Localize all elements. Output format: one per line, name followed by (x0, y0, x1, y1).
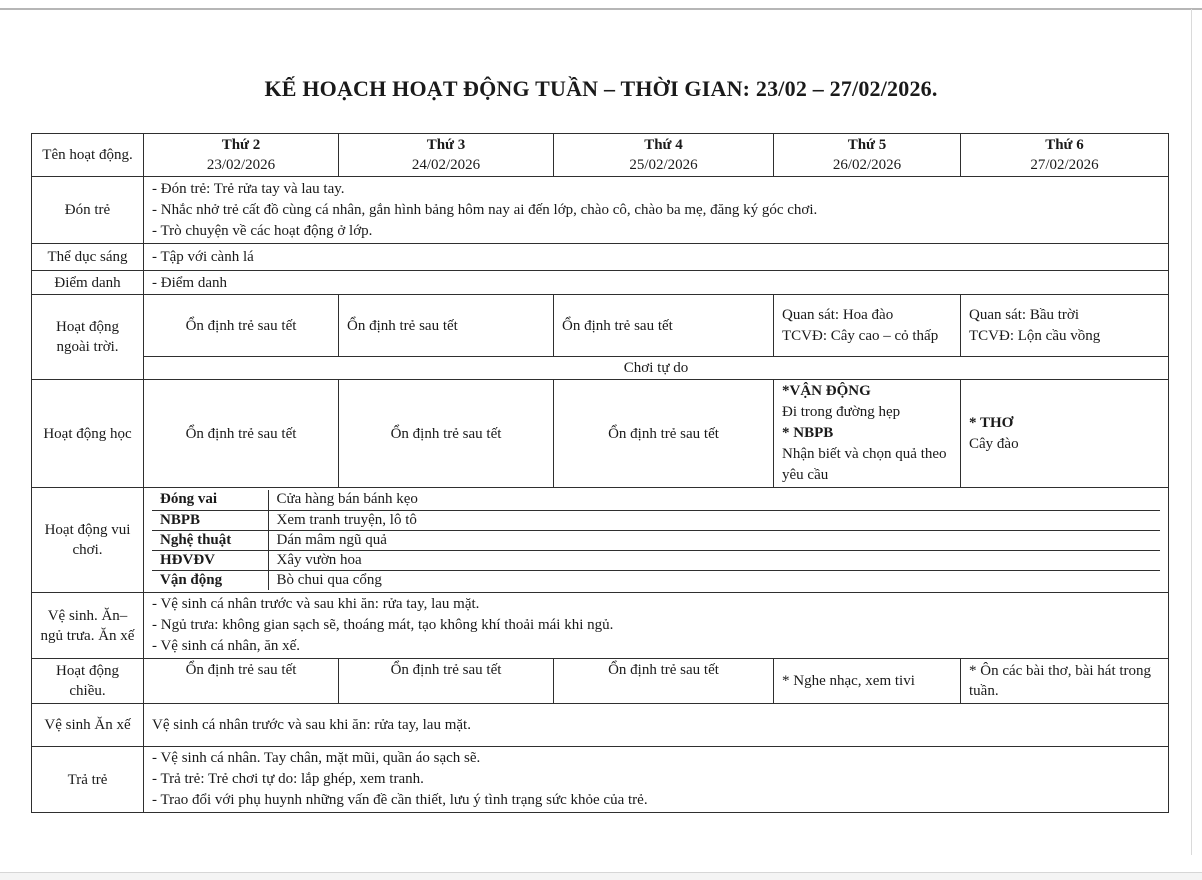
cell-chieu-fri: * Ôn các bài thơ, bài hát trong tuần. (961, 659, 1169, 704)
row-label-the-duc-sang: Thể dục sáng (32, 244, 144, 271)
header-day-mon (144, 134, 339, 177)
cell-ngoai-troi-thu (774, 295, 961, 357)
sub-content: Xây vườn hoa (268, 550, 1160, 570)
text-line: - Trao đổi với phụ huynh những vấn đề cần thiết, lưu ý tình trạng sức khỏe của trẻ. (152, 792, 648, 808)
text-line: Quan sát: Hoa đào (782, 306, 894, 323)
row-label-ve-sinh-an-xe: Vệ sinh Ăn xế (32, 704, 144, 747)
scan-bottom-strip (0, 872, 1202, 880)
cell-hoc-thu (774, 380, 961, 488)
day-date: 25/02/2026 (629, 157, 698, 173)
cell-don-tre-content (144, 177, 1169, 244)
sub-content: Dán mâm ngũ quả (268, 530, 1160, 550)
day-name: Thứ 4 (644, 137, 683, 153)
cell-hoc-mon: Ổn định trẻ sau tết (144, 380, 339, 488)
text-line: TCVĐ: Cây cao – cỏ thấp (782, 327, 939, 344)
text-line: - Trò chuyện về các hoạt động ở lớp. (152, 222, 373, 239)
text-line: - Ngủ trưa: không gian sạch sẽ, thoáng mát, tạo không khí thoải mái khi ngủ. (152, 617, 614, 633)
text-line: * THƠ (969, 414, 1014, 431)
sub-label: Nghệ thuật (152, 530, 268, 550)
sub-row-van-dong (152, 570, 1160, 590)
sub-label: HĐVĐV (152, 550, 268, 570)
sub-row-nbpb (152, 510, 1160, 530)
text-line: - Đón trẻ: Trẻ rửa tay và lau tay. (152, 180, 345, 197)
row-label-hoc: Hoạt động học (32, 380, 144, 488)
row-chieu (32, 659, 1169, 704)
row-ve-sinh-an-ngu (32, 593, 1169, 659)
cell-hoc-tue: Ổn định trẻ sau tết (339, 380, 554, 488)
row-label-tra-tre: Trả trẻ (32, 747, 144, 813)
text-line: Quan sát: Bầu trời (969, 306, 1079, 323)
cell-the-duc-sang-content: - Tập với cành lá (144, 244, 1169, 271)
row-don-tre (32, 177, 1169, 244)
row-ve-sinh-an-xe (32, 704, 1169, 747)
sub-content: Cửa hàng bán bánh kẹo (268, 490, 1160, 510)
cell-hoc-fri (961, 380, 1169, 488)
day-date: 24/02/2026 (411, 157, 481, 173)
row-label-diem-danh: Điểm danh (32, 271, 144, 295)
cell-chieu-wed: Ổn định trẻ sau tết (554, 659, 774, 704)
day-name: Thứ 5 (847, 137, 887, 153)
row-diem-danh (32, 271, 1169, 295)
cell-tra-tre-content (144, 747, 1169, 813)
sub-content: Bò chui qua cổng (276, 571, 382, 588)
document-title: KẾ HOẠCH HOẠT ĐỘNG TUẦN – THỜI GIAN: 23/02 – 27/02/2026. (264, 76, 938, 101)
header-activity-name: Tên hoạt động. (32, 134, 144, 177)
header-day-fri (961, 134, 1169, 177)
text-line: TCVĐ: Lộn cầu vồng (969, 327, 1101, 344)
header-day-tue (339, 134, 554, 177)
sub-row-nghe-thuat (152, 530, 1160, 550)
text-line: - Vệ sinh cá nhân trước và sau khi ăn: rửa tay, lau mặt. (152, 596, 480, 612)
cell-vui-choi-subtable (144, 488, 1169, 593)
header-row (32, 134, 1169, 177)
day-date: 26/02/2026 (832, 157, 902, 173)
text-line: Đi trong đường hẹp (782, 404, 901, 420)
vui-choi-sub-table (152, 490, 1160, 590)
header-day-thu (774, 134, 961, 177)
text-line: * NBPB (782, 425, 834, 441)
sub-label: Vận động (152, 570, 268, 590)
row-ngoai-troi (32, 295, 1169, 357)
text-line: - Trả trẻ: Trẻ chơi tự do: lắp ghép, xem tranh. (152, 771, 424, 787)
header-day-wed (554, 134, 774, 177)
sub-row-hdvdv (152, 550, 1160, 570)
row-label-ve-sinh-an-ngu: Vệ sinh. Ăn– ngủ trưa. Ăn xế (32, 593, 144, 659)
scan-right-edge (1191, 9, 1192, 855)
row-vui-choi (32, 488, 1169, 593)
day-name: Thứ 6 (1045, 137, 1084, 153)
row-tra-tre (32, 747, 1169, 813)
row-hoc (32, 380, 1169, 488)
text-line: - Vệ sinh cá nhân. Tay chân, mặt mũi, quần áo sạch sẽ. (152, 750, 481, 766)
cell-ve-sinh-an-xe-content: Vệ sinh cá nhân trước và sau khi ăn: rửa tay, lau mặt. (144, 704, 1169, 747)
cell-ngoai-troi-fri (961, 295, 1169, 357)
cell-ngoai-troi-wed: Ổn định trẻ sau tết (554, 295, 774, 357)
row-choi-tu-do (32, 357, 1169, 380)
text-line: Cây đào (969, 435, 1019, 452)
cell-chieu-mon: Ổn định trẻ sau tết (144, 659, 339, 704)
cell-diem-danh-content: - Điểm danh (144, 271, 1169, 295)
day-name: Thứ 3 (426, 137, 466, 153)
text-line: - Vệ sinh cá nhân, ăn xế. (152, 638, 301, 654)
cell-chieu-thu: * Nghe nhạc, xem tivi (774, 659, 961, 704)
cell-ve-sinh-an-ngu-content (144, 593, 1169, 659)
sub-label: NBPB (152, 510, 268, 530)
day-date: 23/02/2026 (206, 157, 276, 173)
day-name: Thứ 2 (221, 137, 261, 153)
cell-ngoai-troi-tue: Ổn định trẻ sau tết (339, 295, 554, 357)
cell-ngoai-troi-mon: Ổn định trẻ sau tết (144, 295, 339, 357)
cell-hoc-wed: Ổn định trẻ sau tết (554, 380, 774, 488)
text-line: *VẬN ĐỘNG (782, 383, 871, 399)
scan-top-edge (0, 8, 1202, 10)
cell-choi-tu-do: Chơi tự do (144, 357, 1169, 380)
weekly-plan-table (31, 133, 1169, 813)
row-label-vui-choi: Hoạt động vui chơi. (32, 488, 144, 593)
row-label-chieu: Hoạt động chiều. (32, 659, 144, 704)
text-line: Nhận biết và chọn quả theo yêu cầu (782, 446, 947, 483)
row-the-duc-sang (32, 244, 1169, 271)
sub-label: Đóng vai (152, 490, 268, 510)
row-label-ngoai-troi: Hoạt động ngoài trời. (32, 295, 144, 380)
row-label-don-tre: Đón trẻ (32, 177, 144, 244)
sub-content: Xem tranh truyện, lô tô (268, 510, 1160, 530)
text-line: - Nhắc nhở trẻ cất đồ cùng cá nhân, gắn hình bảng hôm nay ai đến lớp, chào cô, chào ba mẹ, đăng ký góc chơi. (152, 201, 818, 218)
day-date: 27/02/2026 (1030, 157, 1099, 173)
cell-chieu-tue: Ổn định trẻ sau tết (339, 659, 554, 704)
sub-row-dong-vai (152, 490, 1160, 510)
